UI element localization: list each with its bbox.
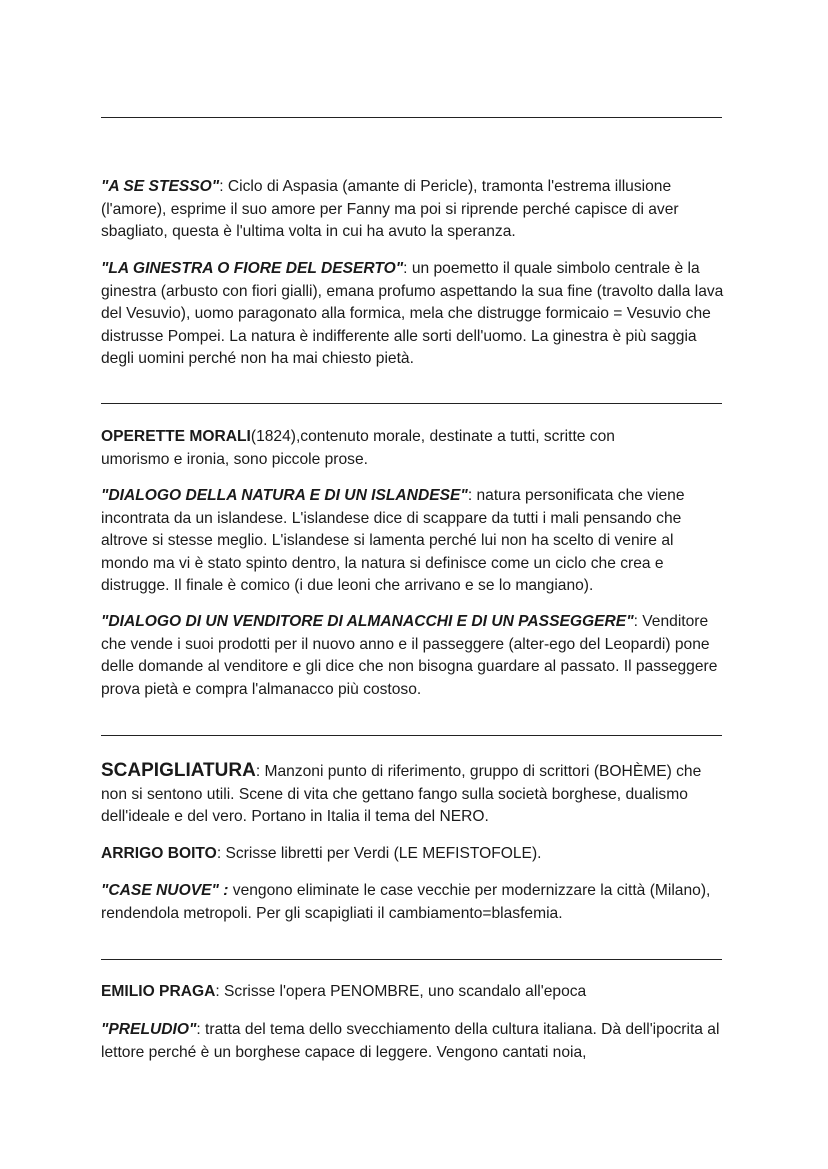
- text-emilio-praga: : Scrisse l'opera PENOMBRE, uno scandalo all'epoca: [215, 983, 587, 1000]
- divider: [101, 735, 722, 736]
- term-emilio-praga: EMILIO PRAGA: [101, 983, 216, 1000]
- text-preludio: : tratta del tema dello svecchiamento della cultura italiana. Dà dell'ipocrita al lettore perché è un borghese capace di leggere. Vengono cantati noia,: [101, 1021, 720, 1061]
- paragraph-scapigliatura: [101, 760, 725, 829]
- paragraph-operette-morali: [101, 426, 671, 471]
- text-scapigliatura: : Manzoni punto di riferimento, gruppo di scrittori (BOHÈME) che non si sentono utili. Scene di vita che gettano fango sulla società borghese, dualismo dell'ideale e del vero. Portano in Italia il tema del NERO.: [101, 763, 702, 826]
- term-dialogo-natura-islandese: "DIALOGO DELLA NATURA E DI UN ISLANDESE": [101, 487, 468, 504]
- term-la-ginestra: "LA GINESTRA O FIORE DEL DESERTO": [101, 260, 404, 277]
- paragraph-dialogo-venditore: [101, 611, 725, 701]
- term-operette-morali: OPERETTE MORALI: [101, 428, 251, 445]
- divider: [101, 117, 722, 118]
- paragraph-preludio: [101, 1019, 725, 1064]
- text-dialogo-venditore: : Venditore che vende i suoi prodotti per il nuovo anno e il passeggere (alter-ego del Leopardi) pone delle domande al venditore e gli dice che non bisogna guardare al passato. Il passeggere prova pietà e compra l'almanacco più costoso.: [101, 613, 718, 698]
- paragraph-la-ginestra: [101, 258, 725, 371]
- text-case-nuove: vengono eliminate le case vecchie per modernizzare la città (Milano), rendendola metropoli. Per gli scapigliati il cambiamento=blasfemia.: [101, 882, 711, 922]
- term-case-nuove: "CASE NUOVE" :: [101, 882, 229, 899]
- text-operette-morali: (1824),contenuto morale, destinate a tutti, scritte con umorismo e ironia, sono piccole prose.: [101, 428, 615, 468]
- text-la-ginestra: : un poemetto il quale simbolo centrale è la ginestra (arbusto con fiori gialli), emana profumo aspettando la sua fine (travolto dalla lava del Vesuvio), uomo paragonato alla formica, mela che distrugge formicaio = Vesuvio che distrusse Pompei. La natura è indifferente alle sorti dell'uomo. La ginestra è più saggia degli uomini perché non ha mai chiesto pietà.: [101, 260, 724, 368]
- term-dialogo-venditore: "DIALOGO DI UN VENDITORE DI ALMANACCHI E DI UN PASSEGGERE": [101, 613, 634, 630]
- paragraph-arrigo-boito: [101, 843, 725, 866]
- paragraph-case-nuove: [101, 880, 725, 925]
- text-arrigo-boito: : Scrisse libretti per Verdi (LE MEFISTOFOLE).: [216, 845, 542, 862]
- paragraph-emilio-praga: [101, 981, 725, 1004]
- divider: [101, 403, 722, 404]
- term-a-se-stesso: "A SE STESSO": [101, 178, 220, 195]
- paragraph-dialogo-natura-islandese: [101, 485, 725, 598]
- text-dialogo-natura-islandese: : natura personificata che viene incontrata da un islandese. L'islandese dice di scappare da tutti i mali pensando che altrove si stesse meglio. L'islandese si lamenta perché lui non ha scelto di venire al mondo ma vi è stato spinto dentro, la natura si definisce come un ciclo che crea e distrugge. Il finale è comico (i due leoni che arrivano e se lo mangiano).: [101, 487, 685, 595]
- term-preludio: "PRELUDIO": [101, 1021, 197, 1038]
- paragraph-a-se-stesso: [101, 176, 725, 244]
- term-scapigliatura: SCAPIGLIATURA: [101, 760, 256, 781]
- text-a-se-stesso: : Ciclo di Aspasia (amante di Pericle), tramonta l'estrema illusione (l'amore), esprime il suo amore per Fanny ma poi si riprende perché capisce di aver sbagliato, questa è l'ultima volta in cui ha avuto la speranza.: [101, 178, 679, 241]
- divider: [101, 959, 722, 960]
- term-arrigo-boito: ARRIGO BOITO: [101, 845, 217, 862]
